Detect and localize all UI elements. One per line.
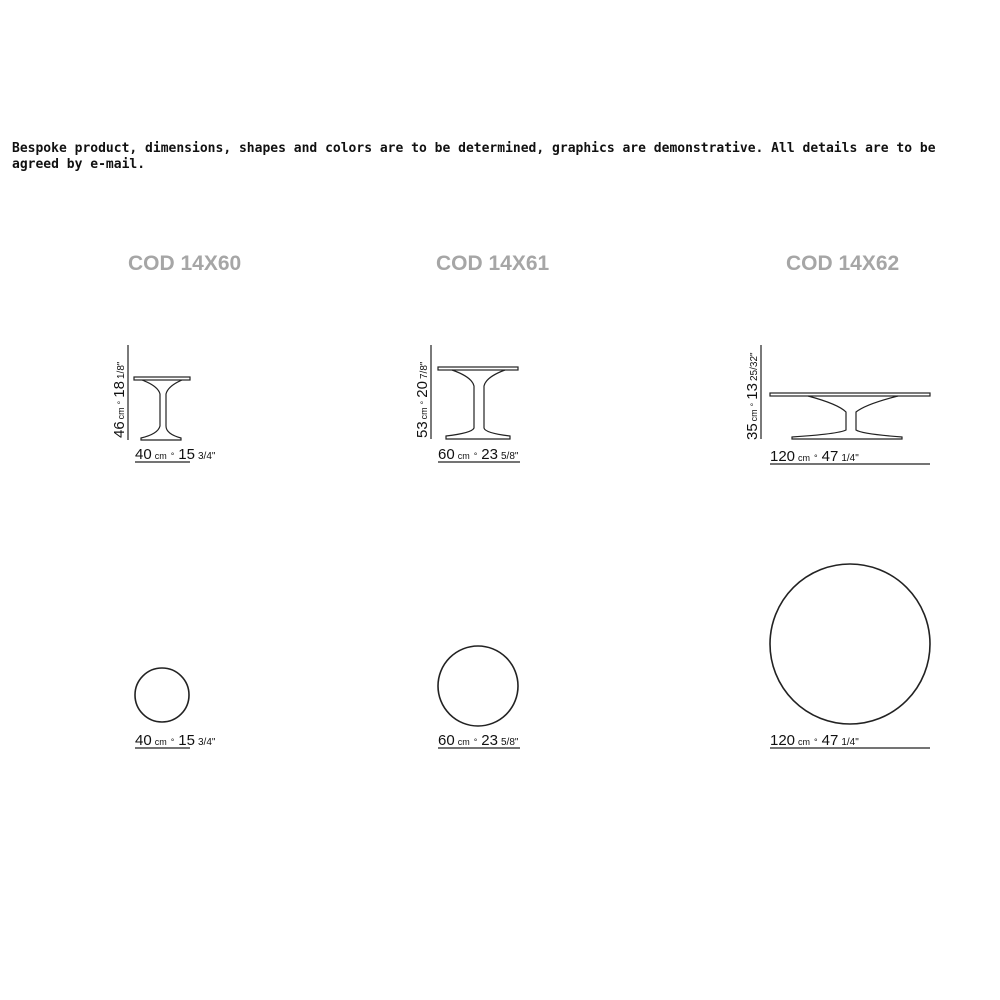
pedestal <box>141 380 182 440</box>
diameter-label-14x60: 40 cm ° 15 3/4" <box>135 732 216 749</box>
side-view-14x60 <box>128 345 190 462</box>
product-code-14x62: COD 14X62 <box>786 252 900 275</box>
top-view-14x60 <box>135 668 189 722</box>
height-label-14x60: 46cm°181/8" <box>111 361 128 438</box>
tabletop <box>438 367 518 370</box>
top-view-14x61 <box>438 646 518 726</box>
width-label-14x61: 60 cm ° 23 5/8" <box>438 446 519 463</box>
diameter-label-14x62: 120 cm ° 47 1/4" <box>770 732 859 749</box>
side-view-14x61 <box>431 345 520 462</box>
side-view-14x62 <box>761 345 930 464</box>
disclaimer-text: Bespoke product, dimensions, shapes and colors are to be determined, graphics are demonstrative. All details are to be agreed by e-mail. <box>12 141 936 172</box>
product-code-14x61: COD 14X61 <box>436 252 550 275</box>
product-code-14x60: COD 14X60 <box>128 252 242 275</box>
pedestal <box>446 370 510 439</box>
height-label-14x62: 35cm°1325/32" <box>744 352 761 440</box>
tabletop <box>770 393 930 396</box>
height-label-14x61: 53cm°207/8" <box>414 361 431 438</box>
diameter-label-14x61: 60 cm ° 23 5/8" <box>438 732 519 749</box>
width-label-14x60: 40 cm ° 15 3/4" <box>135 446 216 463</box>
pedestal <box>792 396 902 439</box>
width-label-14x62: 120 cm ° 47 1/4" <box>770 448 859 465</box>
top-view-14x62 <box>770 564 930 724</box>
